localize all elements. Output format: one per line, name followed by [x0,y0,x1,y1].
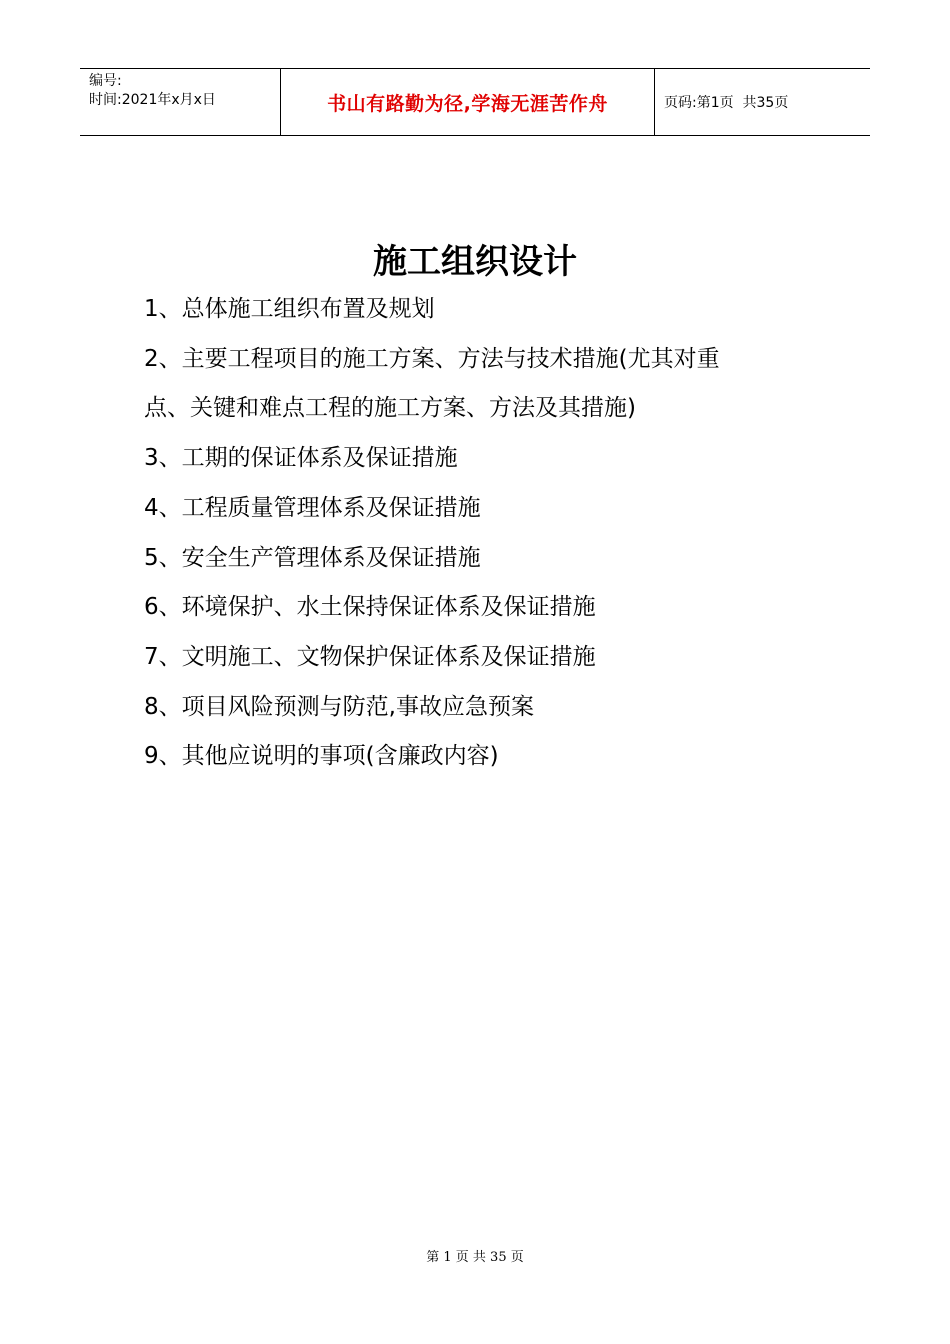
list-item: 点、关键和难点工程的施工方案、方法及其措施) [144,395,636,421]
list-item: 5、安全生产管理体系及保证措施 [144,545,481,571]
list-item: 7、文明施工、文物保护保证体系及保证措施 [144,644,596,670]
list-item: 9、其他应说明的事项(含廉政内容) [144,743,499,769]
page-info: 页码:第1页 共35页 [664,95,789,111]
time-label: 时间:2021年x月x日 [89,92,216,108]
header-motto-cell [281,69,655,135]
header-meta-cell [80,69,281,135]
document-title: 施工组织设计 [373,242,577,282]
page-header [80,68,870,136]
number-label: 编号: [89,73,122,89]
header-page-cell [655,69,870,135]
list-item: 2、主要工程项目的施工方案、方法与技术措施(尤其对重 [144,346,720,372]
list-item: 6、环境保护、水土保持保证体系及保证措施 [144,594,596,620]
motto-text: 书山有路勤为径,学海无涯苦作舟 [327,92,608,115]
list-item: 8、项目风险预测与防范,事故应急预案 [144,694,534,720]
list-item: 3、工期的保证体系及保证措施 [144,445,458,471]
list-item: 1、总体施工组织布置及规划 [144,296,435,322]
page-footer: 第 1 页 共 35 页 [426,1250,524,1265]
list-item: 4、工程质量管理体系及保证措施 [144,495,481,521]
